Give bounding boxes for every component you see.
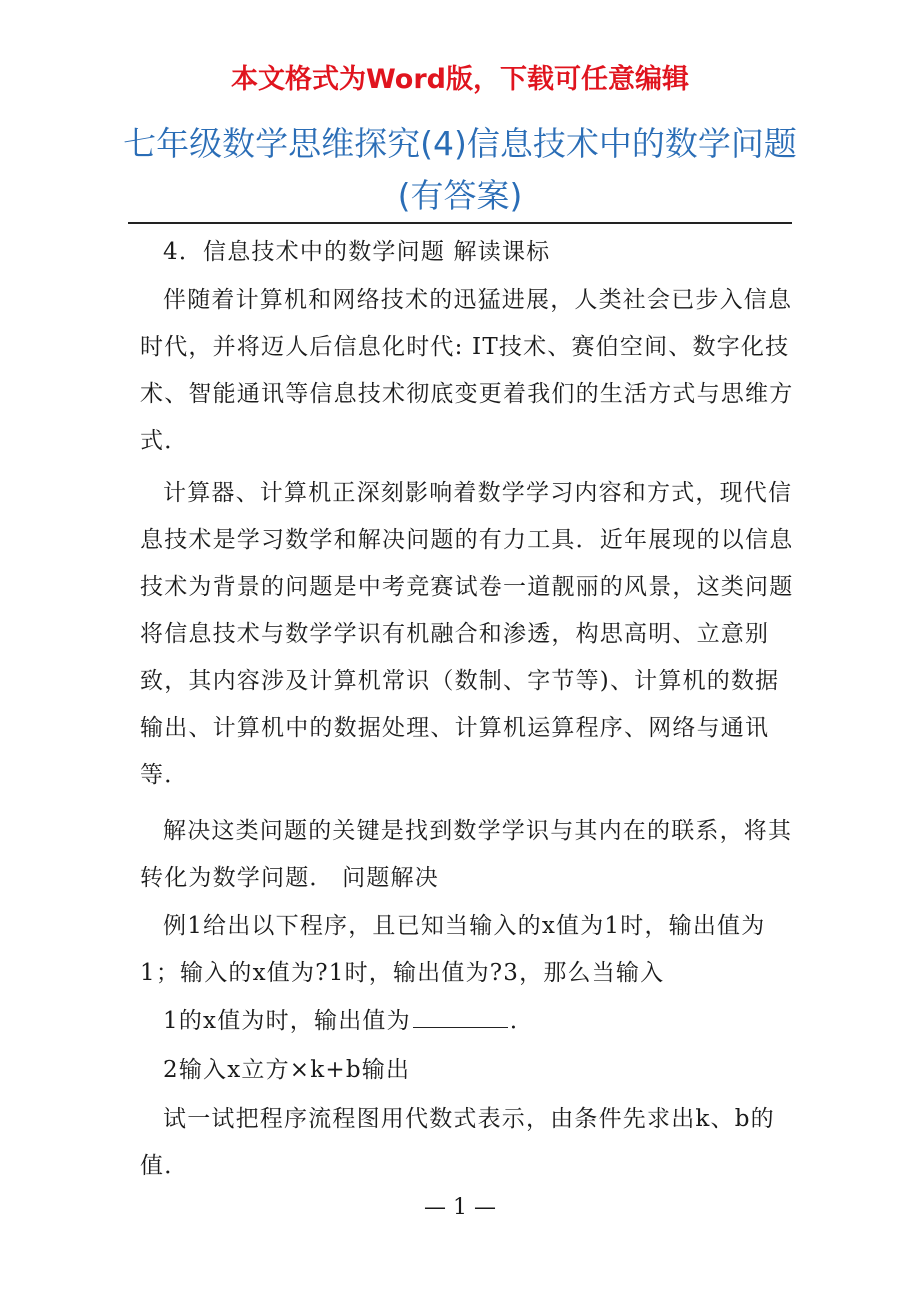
paragraph-key: 解决这类问题的关键是找到数学学识与其内在的联系，将其转化为数学问题． 问题解决 — [140, 818, 793, 891]
answer-blank — [413, 1001, 508, 1028]
hint-paragraph: 试一试把程序流程图用代数式表示，由条件先求出k、b的值． — [140, 1106, 775, 1179]
page-number: — 1 — — [424, 1195, 496, 1220]
example-1-text: 例1给出以下程序，且已知当输入的x值为1时，输出值为1；输入的x值为?1时，输出值为?3，那么当输入 — [140, 913, 766, 986]
paragraph-intro: 伴随着计算机和网络技术的迅猛进展，人类社会已步入信息时代，并将迈人后信息化时代: IT技术、赛伯空间、数字化技术、智能通讯等信息技术彻底变更着我们的生活方式与思维方式． — [140, 287, 794, 454]
section-heading: 4．信息技术中的数学问题 解读课标 — [163, 239, 551, 265]
title-divider — [128, 222, 792, 224]
document-title: 七年级数学思维探究(4)信息技术中的数学问题(有答案) — [123, 124, 797, 215]
question-end: ． — [509, 1008, 535, 1034]
format-notice: 本文格式为Word版，下载可任意编辑 — [230, 64, 689, 95]
flowchart-line: 2输入x立方×k+b输出 — [163, 1057, 411, 1083]
question-text: 1的x值为时，输出值为 — [163, 1008, 411, 1034]
example-1-question — [140, 998, 800, 1045]
paragraph-tools: 计算器、计算机正深刻影响着数学学习内容和方式，现代信息技术是学习数学和解决问题的有力工具．近年展现的以信息技术为背景的问题是中考竞赛试卷一道靓丽的风景，这类问题将信息技术与数学学识有机融合和渗透，构思高明、立意别致，其内容涉及计算机常识（数制、字节等)、计算机的数据输出、计算机中的数据处理、计算机运算程序、网络与通讯等． — [140, 480, 794, 788]
